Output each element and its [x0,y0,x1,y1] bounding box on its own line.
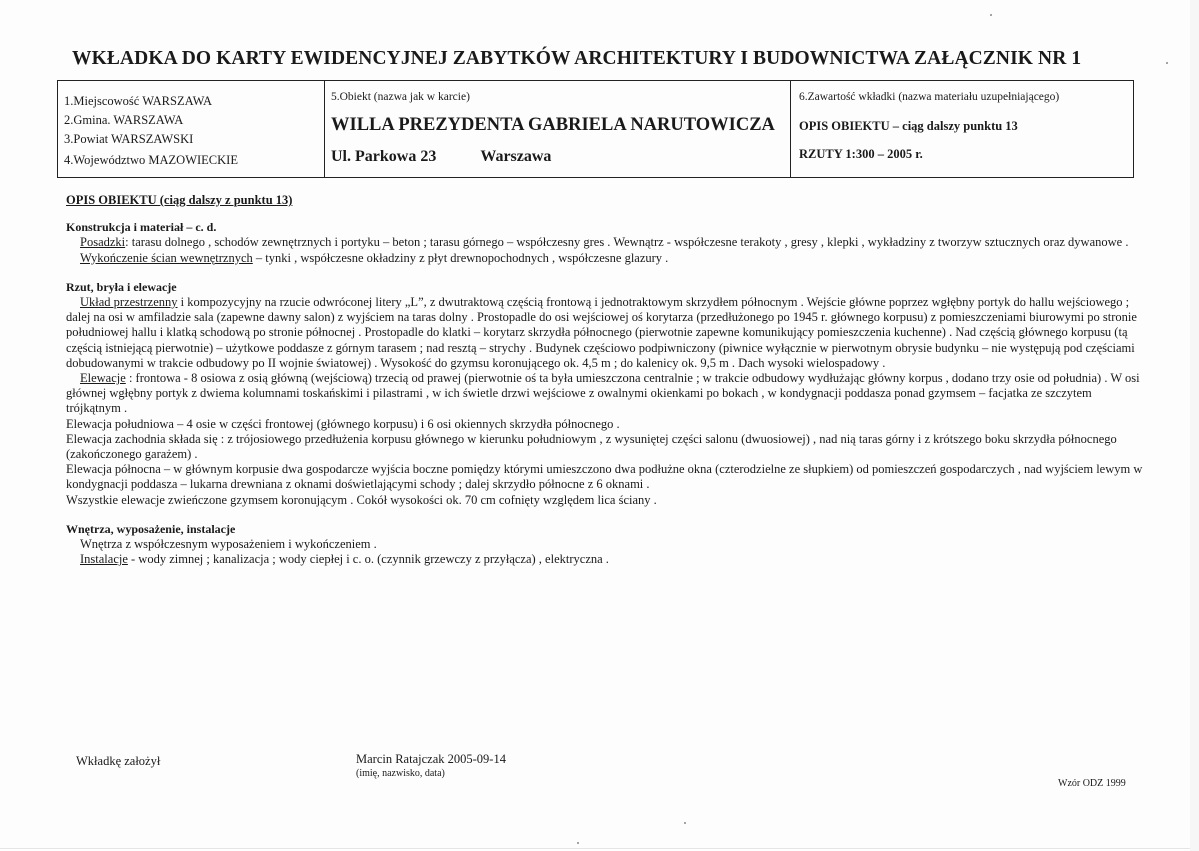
instalacje-text: - wody zimnej ; kanalizacja ; wody ciepłej i c. o. (czynnik grzewczy z przyłącza) , elektryczna . [127,552,609,567]
uklad-paragraph [66,295,1146,371]
scan-speck [1166,62,1168,64]
instalacje-paragraph [66,552,1146,567]
gmina-field: 2.Gmina. WARSZAWA [64,113,184,127]
object-name: WILLA PREZYDENTA GABRIELA NARUTOWICZA [331,115,775,135]
posadzki-label: Posadzki [80,235,126,250]
elewacja-zachodnia: Elewacja zachodnia składa się : z trójosiowego przedłużenia korpusu głównego w kierunku południowym , z wysuniętej części salonu (dwuosiowej) , nad nią taras górny i z krótszego boku skrzydła północnego (zakończonego garażem) . [66,431,1117,462]
posadzki-text: : tarasu dolnego , schodów zewnętrznych i portyku – beton ; tarasu górnego – współczesny gres . Wewnątrz - współczesne terakoty , gresy , klepki , wykładziny z tworzyw sztucznych oraz dywanowe . [125,235,1129,250]
uklad-label: Układ przestrzenny [80,295,178,310]
rzut-heading: Rzut, bryła i elewacje [66,279,177,294]
wnetrza-text: Wnętrza z współczesnym wyposażeniem i wykończeniem . [80,537,377,552]
street: Ul. Parkowa 23 [331,148,437,165]
wnetrza-heading: Wnętrza, wyposażenie, instalacje [66,521,236,536]
contents-item-1: OPIS OBIEKTU – ciąg dalszy punktu 13 [799,119,1018,133]
wykonczenie-text: – tynki , współczesne okładziny z płyt drewnopochodnych , współczesne glazury . [252,250,669,265]
miejscowosc-field: 1.Miejscowość WARSZAWA [64,94,213,108]
scan-edge [1190,0,1199,851]
zalozyl-label: Wkładkę założył [76,754,161,768]
object-label: 5.Obiekt (nazwa jak w karcie) [331,91,470,103]
wojewodztwo-field: 4.Województwo MAZOWIECKIE [64,153,238,167]
elewacje-text: : frontowa - 8 osiowa z osią główną (wejściową) trzecią od prawej (pierwotnie oś ta była umieszczona centralnie ; w trakcie odbudowy wydłużając główny korpus , dodano trzy osie od południa) . W osi głównej wgłębny portyk z dwiema kolumnami toskańskimi i pilastrami , w ich świetle drzwi wejściowe z owalnymi okienkami po bokach , w kondygnacji poddasza ponad gzymsem – facjatka ze szczytem trójkątnym . [66,371,1140,416]
form-version: Wzór ODZ 1999 [1058,778,1126,789]
scan-speck [577,842,579,844]
contents-item-2: RZUTY 1:300 – 2005 r. [799,147,923,161]
konstrukcja-heading: Konstrukcja i materiał – c. d. [66,220,217,235]
author-caption: (imię, nazwisko, data) [356,768,445,779]
scan-speck [684,822,686,824]
city: Warszawa [480,148,552,165]
document-title: WKŁADKA DO KARTY EWIDENCYJNEJ ZABYTKÓW ARCHITEKTURY I BUDOWNICTWA ZAŁĄCZNIK NR 1 [72,48,1082,69]
contents-label: 6.Zawartość wkładki (nazwa materiału uzupełniającego) [799,91,1060,103]
object-address [331,148,790,166]
author-block [356,752,506,779]
wykonczenie-paragraph [66,251,1146,266]
powiat-field: 3.Powiat WARSZAWSKI [64,132,194,146]
elewacja-poludniowa: Elewacja południowa – 4 osie w części frontowej (głównego korpusu) i 6 osi okiennych skrzydła północnego . [66,416,620,431]
header-table [57,80,1134,178]
section-title: OPIS OBIEKTU (ciąg dalszy z punktu 13) [66,193,293,207]
wykonczenie-label: Wykończenie ścian wewnętrznych [80,250,253,265]
uklad-text: i kompozycyjny na rzucie odwróconej litery „L”, z dwutraktową częścią frontową i jednotraktowym skrzydłem północnym . Wejście główne poprzez wgłębny portyk do hallu wejściowego ; dalej na osi w amfiladzie sala (zapewne dawny salon) z wyjściem na taras dolny . Prostopadle do osi wejściowej oś korytarza (przedłużonego po 1945 r. głównego korpusu) z pomieszczeniami biurowymi po stronie południowej hallu i klatką schodową po stronie północnej . Prostopadle do klatki – korytarz skrzydła północnego (pierwotnie zapewne komunikujący pomieszczenia kuchenne) . Nad częścią głównego korpusu (tą częścią istniejącą pierwotnie) – użytkowe poddasze z górnym tarasem ; nad resztą – strychy . Budynek częściowo podpiwniczony (piwnice wyłącznie w pierwotnym obrysie budynku – nie występują pod częściami dobudowanymi w trakcie odbudowy po II wojnie światowej) . Wysokość do gzymsu koronującego ok. 4,5 m ; do kalenicy ok. 9,5 m . Dach wysoki wielospadowy . [66,295,1137,370]
contents-column [791,81,1133,177]
elewacje-paragraph [66,371,1146,417]
elewacje-wszystkie: Wszystkie elewacje zwieńczone gzymsem koronującym . Cokół wysokości ok. 70 cm cofnięty względem lica ściany . [66,492,657,507]
elewacja-polnocna: Elewacja północna – w głównym korpusie dwa gospodarcze wyjścia boczne pomiędzy którymi umieszczono dwa podłużne okna (czterodzielne ze słupkiem) od pomieszczeń gospodarczych , nad wyjściem lewym w kondygnacji poddasza – lukarna drewniana z oknami doświetlającymi schody ; dalej skrzydło północne z 6 oknami . [66,462,1143,492]
instalacje-label: Instalacje [80,552,128,567]
object-column [325,81,791,177]
document-body [66,193,1146,567]
location-column [58,81,325,177]
elewacje-label: Elewacje [80,371,126,386]
author-name-date: Marcin Ratajczak 2005-09-14 [356,752,506,766]
scan-speck [990,14,992,16]
posadzki-paragraph [66,235,1146,250]
